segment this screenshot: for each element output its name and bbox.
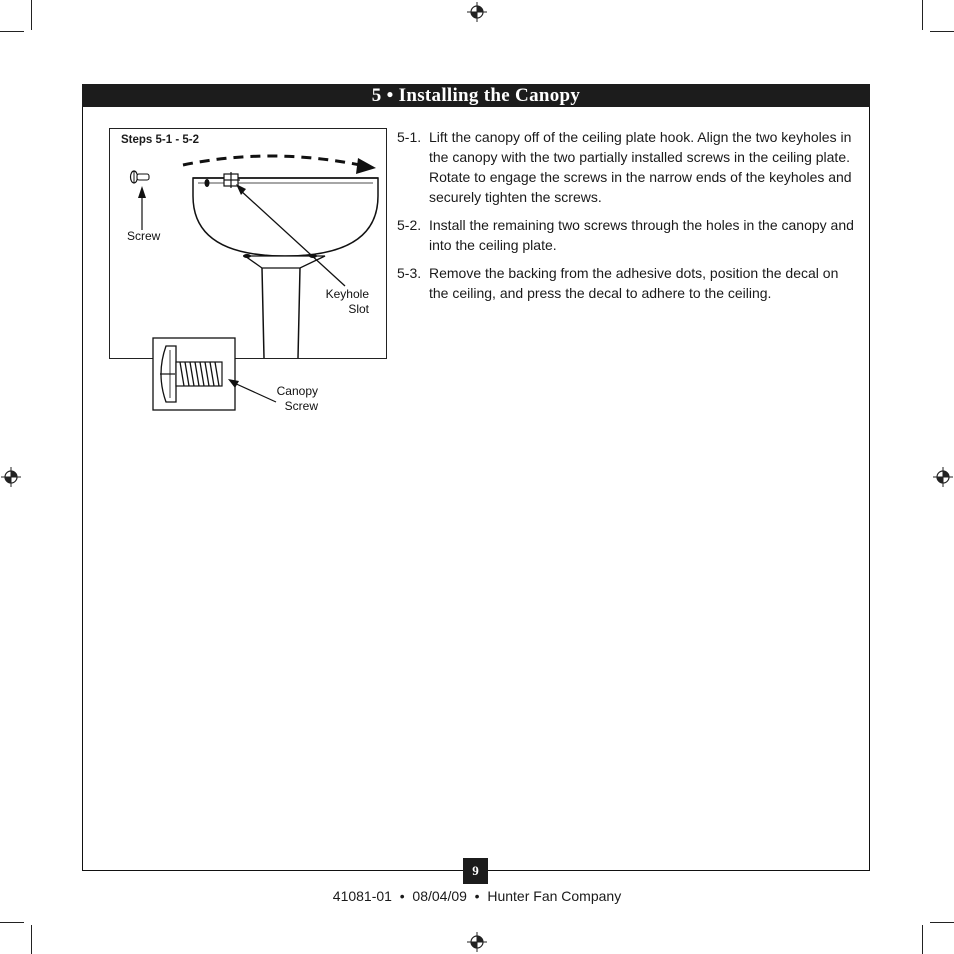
keyhole-label-line2: Slot: [348, 302, 369, 316]
section-title: 5 • Installing the Canopy: [371, 85, 581, 106]
step-number: 5-1.: [397, 129, 422, 145]
crop-mark: [31, 925, 32, 954]
step-item: [397, 215, 859, 255]
document-footer: 41081-01 • 08/04/09 • Hunter Fan Company: [332, 888, 622, 904]
registration-mark-icon: [467, 2, 487, 22]
step-item: [397, 127, 859, 207]
step-text: Remove the backing from the adhesive dots, position the decal on the ceiling, and press the decal to adhere to the ceiling.: [429, 265, 839, 301]
step-number: 5-3.: [397, 265, 422, 281]
canopy-screw-label: [266, 384, 318, 414]
step-text: Lift the canopy off of the ceiling plate hook. Align the two keyholes in the canopy with the two partially installed screws in the ceiling plate. Rotate to engage the screws in the narrow ends of the keyholes and securely tighten the screws.: [429, 129, 852, 205]
crop-mark: [930, 922, 954, 923]
keyhole-label-line1: Keyhole: [325, 287, 369, 301]
registration-mark-icon: [467, 932, 487, 952]
crop-mark: [0, 922, 24, 923]
step-text: Install the remaining two screws through the holes in the canopy and into the ceiling plate.: [429, 217, 854, 253]
crop-mark: [922, 0, 923, 30]
figure-steps-label: Steps 5-1 - 5-2: [121, 134, 199, 146]
crop-mark: [0, 31, 24, 32]
crop-mark: [922, 925, 923, 954]
crop-mark: [930, 31, 954, 32]
step-number: 5-2.: [397, 217, 422, 233]
registration-mark-icon: [933, 467, 953, 487]
registration-mark-icon: [1, 467, 21, 487]
page-number: 9: [463, 858, 488, 884]
canopy-screw-label-line1: Canopy: [276, 384, 318, 398]
screw-label: Screw: [127, 229, 161, 243]
section-header-bar: [82, 84, 870, 107]
canopy-screw-label-line2: Screw: [284, 399, 318, 413]
instruction-steps: [397, 127, 859, 311]
crop-mark: [31, 0, 32, 30]
step-item: [397, 263, 859, 303]
keyhole-slot-label: [312, 287, 369, 317]
